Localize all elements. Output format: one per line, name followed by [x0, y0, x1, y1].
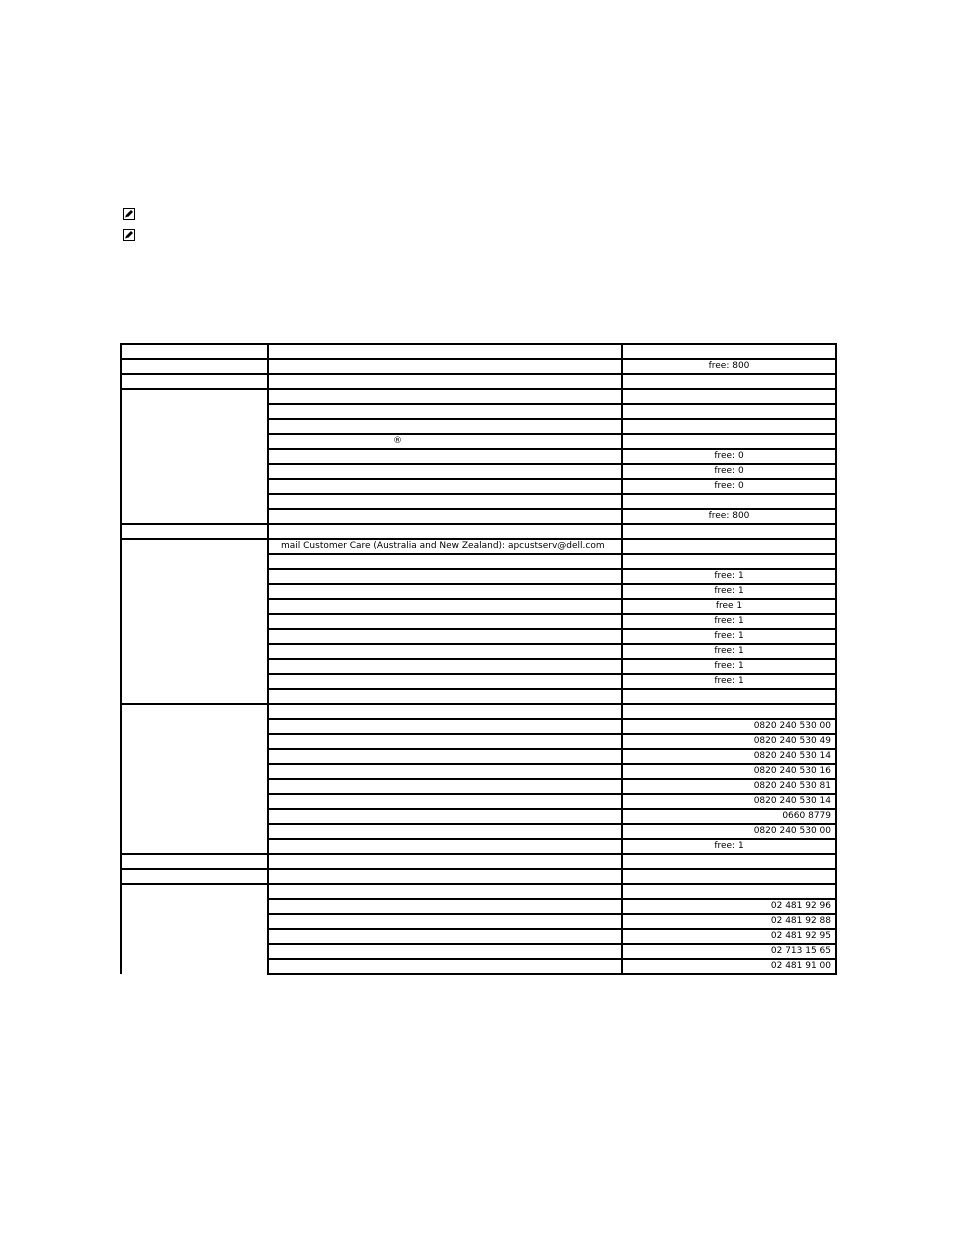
service-cell — [268, 689, 622, 704]
country-cell — [121, 854, 268, 869]
phone-number-cell: free: 800 — [622, 359, 836, 374]
service-cell — [268, 584, 622, 599]
phone-number-cell — [622, 704, 836, 719]
contact-table — [120, 343, 837, 975]
phone-number-cell: free: 1 — [622, 569, 836, 584]
service-cell — [268, 764, 622, 779]
service-cell — [268, 869, 622, 884]
phone-number-cell — [622, 374, 836, 389]
phone-number-cell — [622, 389, 836, 404]
country-cell — [121, 524, 268, 539]
service-cell — [268, 824, 622, 839]
service-cell — [268, 599, 622, 614]
service-cell — [268, 509, 622, 524]
phone-number-cell: 0660 8779 — [622, 809, 836, 824]
service-cell — [268, 779, 622, 794]
phone-number-cell: 02 481 92 88 — [622, 914, 836, 929]
phone-number-cell — [622, 884, 836, 899]
phone-number-cell — [622, 494, 836, 509]
phone-number-cell — [622, 689, 836, 704]
phone-number-cell — [622, 419, 836, 434]
header-cell-service — [268, 344, 622, 359]
phone-number-cell: free: 0 — [622, 464, 836, 479]
phone-number-cell: 0820 240 530 81 — [622, 779, 836, 794]
phone-number-cell: 02 481 92 96 — [622, 899, 836, 914]
country-cell — [121, 359, 268, 374]
phone-number-cell — [622, 524, 836, 539]
phone-number-cell: 02 481 92 95 — [622, 929, 836, 944]
service-cell — [268, 659, 622, 674]
service-cell — [268, 929, 622, 944]
service-cell — [268, 749, 622, 764]
phone-number-cell: 02 481 91 00 — [622, 959, 836, 974]
phone-number-cell: free: 1 — [622, 659, 836, 674]
phone-number-cell — [622, 854, 836, 869]
note-pencil-icon — [123, 229, 135, 241]
table-row — [121, 389, 836, 404]
service-cell — [268, 854, 622, 869]
service-cell — [268, 404, 622, 419]
service-cell — [268, 884, 622, 899]
phone-number-cell: 0820 240 530 14 — [622, 749, 836, 764]
table-row — [121, 884, 836, 899]
service-cell — [268, 734, 622, 749]
country-cell — [121, 539, 268, 704]
phone-number-cell — [622, 869, 836, 884]
service-cell — [268, 359, 622, 374]
phone-number-cell: free: 800 — [622, 509, 836, 524]
country-cell — [121, 389, 268, 524]
service-cell — [268, 389, 622, 404]
service-cell — [268, 959, 622, 974]
phone-number-cell: free: 0 — [622, 479, 836, 494]
service-cell: ® — [268, 434, 622, 449]
service-cell — [268, 419, 622, 434]
phone-number-cell: free: 1 — [622, 614, 836, 629]
phone-number-cell: free: 1 — [622, 839, 836, 854]
phone-number-cell: free: 0 — [622, 449, 836, 464]
phone-number-cell: 0820 240 530 16 — [622, 764, 836, 779]
service-cell — [268, 944, 622, 959]
country-cell — [121, 704, 268, 854]
table-row — [121, 869, 836, 884]
service-cell — [268, 704, 622, 719]
service-cell — [268, 794, 622, 809]
service-cell — [268, 449, 622, 464]
phone-number-cell: free: 1 — [622, 584, 836, 599]
phone-number-cell — [622, 554, 836, 569]
service-cell — [268, 674, 622, 689]
country-cell — [121, 884, 268, 974]
table-row — [121, 539, 836, 554]
phone-number-cell — [622, 434, 836, 449]
service-cell — [268, 629, 622, 644]
service-cell — [268, 479, 622, 494]
service-cell — [268, 899, 622, 914]
phone-number-cell: 0820 240 530 00 — [622, 719, 836, 734]
service-cell — [268, 554, 622, 569]
country-cell — [121, 869, 268, 884]
service-cell — [268, 644, 622, 659]
phone-number-cell: free 1 — [622, 599, 836, 614]
service-cell — [268, 614, 622, 629]
service-cell — [268, 839, 622, 854]
table-row — [121, 374, 836, 389]
phone-number-cell — [622, 539, 836, 554]
phone-number-cell: 0820 240 530 00 — [622, 824, 836, 839]
service-cell — [268, 569, 622, 584]
service-cell — [268, 464, 622, 479]
service-cell — [268, 914, 622, 929]
country-cell — [121, 374, 268, 389]
header-cell-number — [622, 344, 836, 359]
table-row — [121, 524, 836, 539]
phone-number-cell: 0820 240 530 14 — [622, 794, 836, 809]
table-row — [121, 854, 836, 869]
service-cell — [268, 809, 622, 824]
table-row — [121, 704, 836, 719]
phone-number-cell: free: 1 — [622, 674, 836, 689]
service-cell: mail Customer Care (Australia and New Zealand): apcustserv@dell.com — [268, 539, 622, 554]
phone-number-cell — [622, 404, 836, 419]
table-row — [121, 359, 836, 374]
service-cell — [268, 719, 622, 734]
service-cell — [268, 374, 622, 389]
note-pencil-icon — [123, 208, 135, 220]
table-header-row — [121, 344, 836, 359]
phone-number-cell: 0820 240 530 49 — [622, 734, 836, 749]
service-cell — [268, 494, 622, 509]
phone-number-cell: free: 1 — [622, 629, 836, 644]
phone-number-cell: free: 1 — [622, 644, 836, 659]
header-cell-country — [121, 344, 268, 359]
service-cell — [268, 524, 622, 539]
phone-number-cell: 02 713 15 65 — [622, 944, 836, 959]
